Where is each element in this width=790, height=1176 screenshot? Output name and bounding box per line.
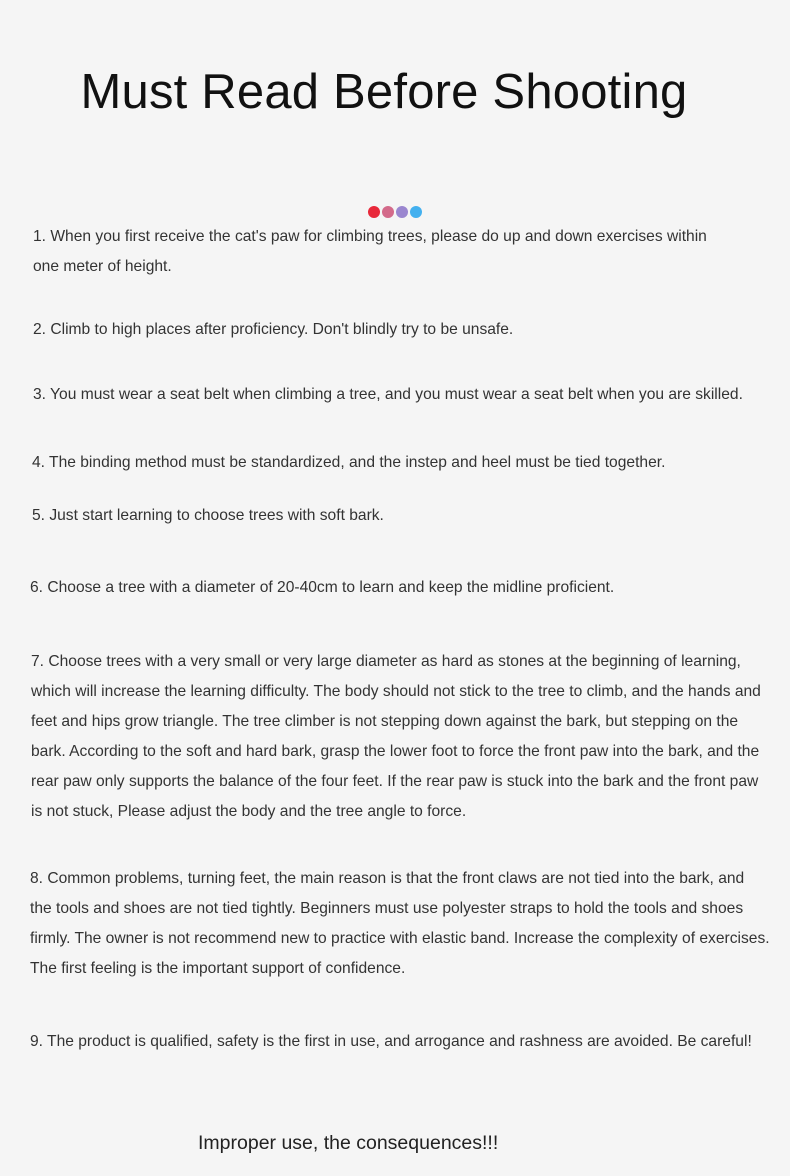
instruction-item-8: 8. Common problems, turning feet, the main reason is that the front claws are not tied into the bark, and the tools and shoes are not tied tightly. Beginners must use polyester straps to hold the tools and shoes firmly. The owner is not recommend new to practice with elastic band. Increase the complexity of exercises. The first feeling is the important support of confidence. [30, 870, 770, 977]
dot-blue-icon [410, 206, 422, 218]
dot-red-icon [368, 206, 380, 218]
instruction-item-3: 3. You must wear a seat belt when climbing a tree, and you must wear a seat belt when you are skilled. [33, 386, 743, 403]
dot-lavender-icon [396, 206, 408, 218]
instruction-item-1: 1. When you first receive the cat's paw for climbing trees, please do up and down exercises within one meter of height. [33, 228, 707, 275]
instruction-item-9: 9. The product is qualified, safety is the first in use, and arrogance and rashness are avoided. Be careful! [30, 1033, 752, 1050]
warning-footer: Improper use, the consequences!!! [198, 1132, 499, 1154]
dot-rose-icon [382, 206, 394, 218]
page-title: Must Read Before Shooting [80, 65, 688, 119]
instruction-item-5: 5. Just start learning to choose trees with soft bark. [32, 507, 384, 524]
instruction-item-2: 2. Climb to high places after proficiency. Don't blindly try to be unsafe. [33, 321, 514, 338]
instruction-item-6: 6. Choose a tree with a diameter of 20-40cm to learn and keep the midline proficient. [30, 579, 615, 596]
instruction-item-4: 4. The binding method must be standardized, and the instep and heel must be tied together. [32, 454, 666, 471]
divider-dots [368, 206, 422, 218]
instruction-item-7: 7. Choose trees with a very small or very large diameter as hard as stones at the beginning of learning, which will increase the learning difficulty. The body should not stick to the tree to climb, and the hands and feet and hips grow triangle. The tree climber is not stepping down against the bark, but stepping on the bark. According to the soft and hard bark, grasp the lower foot to force the front paw into the bark, and the rear paw only supports the balance of the four feet. If the rear paw is stuck into the bark and the front paw is not stuck, Please adjust the body and the tree angle to force. [31, 653, 761, 820]
